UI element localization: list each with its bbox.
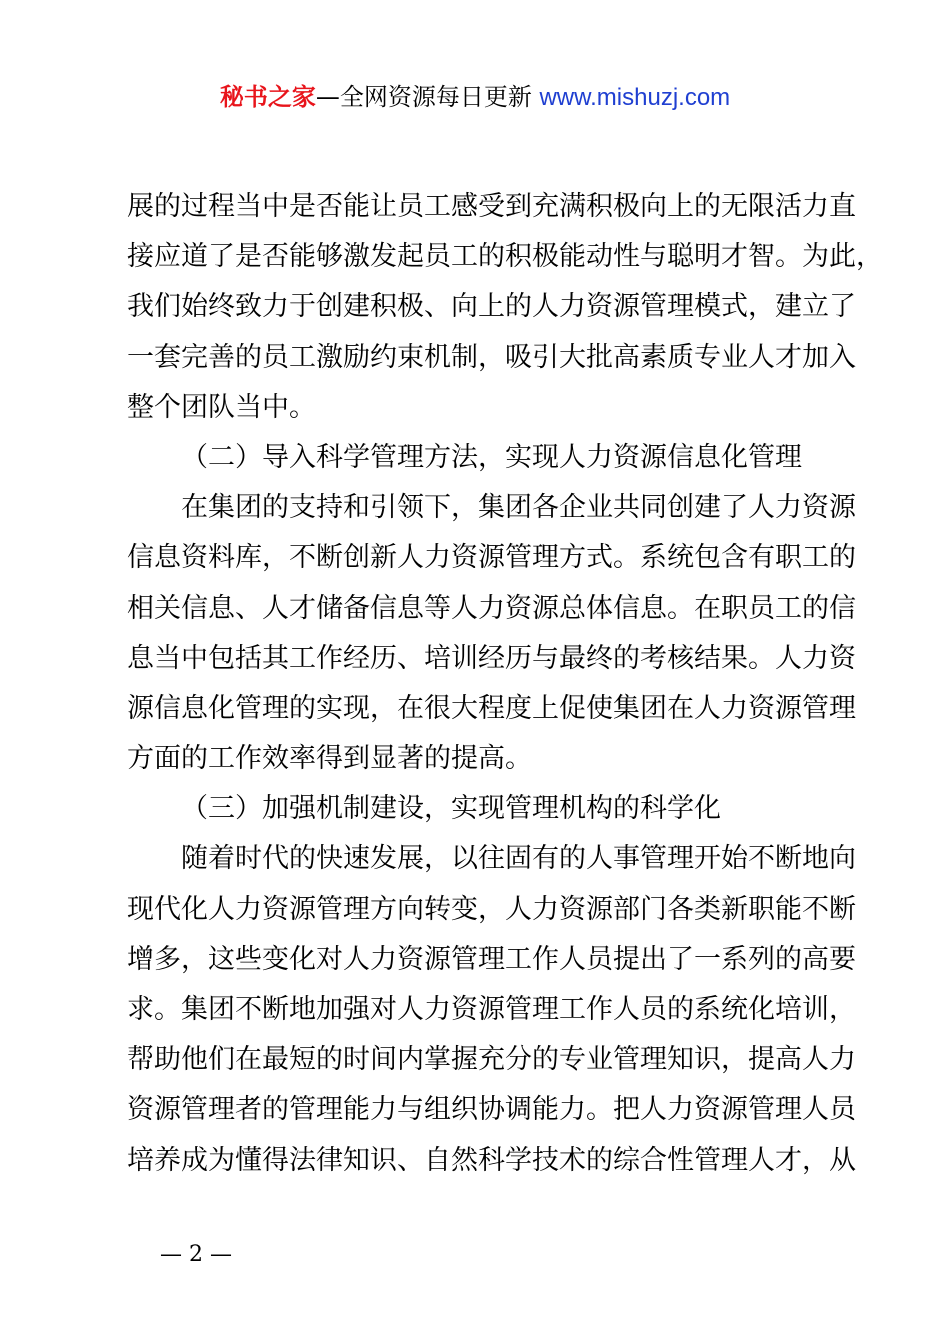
paragraph-line: 在集团的支持和引领下，集团各企业共同创建了人力资源 [181, 492, 856, 524]
paragraph-line: 一套完善的员工激励约束机制，吸引大批高素质专业人才加入 [127, 341, 856, 373]
page-number: — 2 — [160, 1242, 232, 1267]
section-heading: （二）导入科学管理方法，实现人力资源信息化管理 [181, 441, 802, 473]
paragraph-line: 随着时代的快速发展，以往固有的人事管理开始不断地向 [181, 843, 856, 875]
paragraph-line: 方面的工作效率得到显著的提高。 [127, 743, 532, 775]
paragraph-line: 求。集团不断地加强对人力资源管理工作人员的系统化培训， [127, 994, 856, 1025]
paragraph-line: 展的过程当中是否能让员工感受到充满积极向上的无限活力直 [127, 191, 856, 222]
paragraph-line: 息当中包括其工作经历、培训经历与最终的考核结果。人力资 [127, 642, 856, 674]
paragraph-line: 整个团队当中。 [127, 391, 316, 423]
paragraph-line: 接应道了是否能够激发起员工的积极能动性与聪明才智。为此， [127, 241, 883, 273]
section-heading: （三）加强机制建设，实现管理机构的科学化 [181, 793, 721, 825]
site-url: www.mishuzj.com [539, 84, 731, 111]
paragraph-line: 源信息化管理的实现，在很大程度上促使集团在人力资源管理 [127, 692, 856, 724]
paragraph-line: 现代化人力资源管理方向转变，人力资源部门各类新职能不断 [127, 893, 856, 925]
paragraph-line: 帮助他们在最短的时间内掌握充分的专业管理知识，提高人力 [127, 1044, 856, 1076]
paragraph-line: 增多，这些变化对人力资源管理工作人员提出了一系列的高要 [127, 943, 856, 975]
site-brand: 秘书之家 [219, 83, 316, 111]
site-tagline: —全网资源每日更新 [315, 83, 532, 111]
site-header [0, 80, 950, 115]
paragraph-line: 我们始终致力于创建积极、向上的人力资源管理模式，建立了 [127, 291, 856, 323]
document-body [127, 182, 883, 1186]
paragraph-line: 资源管理者的管理能力与组织协调能力。把人力资源管理人员 [127, 1094, 856, 1126]
paragraph-line: 信息资料库，不断创新人力资源管理方式。系统包含有职工的 [127, 542, 856, 574]
paragraph-line: 培养成为懂得法律知识、自然科学技术的综合性管理人才，从 [127, 1144, 856, 1176]
paragraph-line: 相关信息、人才储备信息等人力资源总体信息。在职员工的信 [127, 592, 856, 624]
